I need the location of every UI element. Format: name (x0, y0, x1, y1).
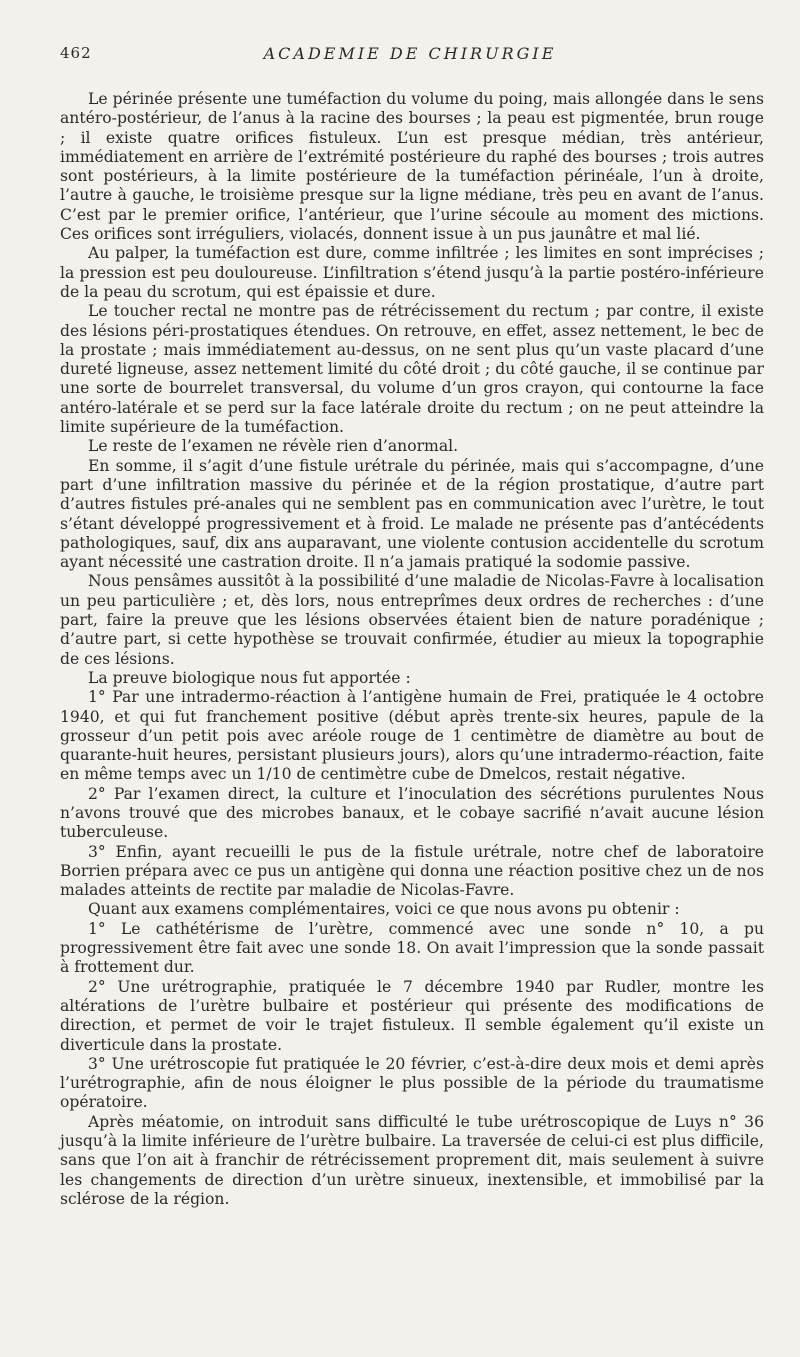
paragraph: 2° Par l’examen direct, la culture et l’inoculation des sécrétions purulentes Nous n’avons trouvé que des microbes banaux, et le cobaye sacrifié n’avait aucune lésion tuberculeuse. (60, 784, 764, 842)
paragraph: Nous pensâmes aussitôt à la possibilité d’une maladie de Nicolas-Favre à localisation un peu particulière ; et, dès lors, nous entreprîmes deux ordres de recherches : d’une part, faire la preuve que les lésions observées étaient bien de nature poradénique ; d’autre part, si cette hypothèse se trouvait confirmée, étudier au mieux la topographie de ces lésions. (60, 572, 764, 668)
paragraph: Après méatomie, on introduit sans difficulté le tube urétroscopique de Luys n° 36 jusqu’à la limite inférieure de l’urètre bulbaire. La traversée de celui-ci est plus difficile, sans que l’on ait à franchir de rétrécissement proprement dit, mais seulement à suivre les changements de direction d’un urètre sinueux, inextensible, et immobilisé par la sclérose de la région. (60, 1112, 764, 1208)
paragraph: 3° Une urétroscopie fut pratiquée le 20 février, c’est-à-dire deux mois et demi après l’urétrographie, afin de nous éloigner le plus possible de la période du traumatisme opératoire. (60, 1054, 764, 1112)
paragraph: 2° Une urétrographie, pratiquée le 7 décembre 1940 par Rudler, montre les altérations de l’urètre bulbaire et postérieur qui présente des modifications de direction, et permet de voir le trajet fistuleux. Il semble également qu’il existe un diverticule dans la prostate. (60, 977, 764, 1054)
paragraph: 1° Par une intradermo-réaction à l’antigène humain de Frei, pratiquée le 4 octobre 1940, et qui fut franchement positive (début après trente-six heures, papule de la grosseur d’un petit pois avec aréole rouge de 1 centimètre de diamètre au bout de quarante-huit heures, persistant plusieurs jours), alors qu’une intradermo-réaction, faite en même temps avec un 1/10 de centimètre cube de Dmelcos, restait négative. (60, 688, 764, 784)
page-header (60, 44, 760, 68)
paragraph: La preuve biologique nous fut apportée : (88, 668, 411, 687)
paragraph: 1° Le cathétérisme de l’urètre, commencé avec une sonde n° 10, a pu progressivement être fait avec une sonde 18. On avait l’impression que la sonde passait à frottement dur. (60, 919, 764, 977)
running-title: ACADEMIE DE CHIRURGIE (263, 44, 557, 63)
paragraph: En somme, il s’agit d’une fistule urétrale du périnée, mais qui s’accompagne, d’une part d’une infiltration massive du périnée et de la région prostatique, d’autre part d’autres fistules pré-anales qui ne semblent pas en communication avec l’urètre, le tout s’étant développé progressivement et à froid. Le malade ne présente pas d’antécédents pathologiques, sauf, dix ans auparavant, une violente contusion accidentelle du scrotum ayant nécessité une castration droite. Il n’a jamais pratiqué la sodomie passive. (60, 456, 764, 572)
paragraph: Le toucher rectal ne montre pas de rétrécissement du rectum ; par contre, il existe des lésions péri-prostatiques étendues. On retrouve, en effet, assez nettement, le bec de la prostate ; mais immédiatement au-dessus, on ne sent plus qu’un vaste placard d’une dureté ligneuse, assez nettement limité du côté droit ; du côté gauche, il se continue par une sorte de bourrelet transversal, du volume d’un gros crayon, qui contourne la face antéro-latérale et se perd sur la face latérale droite du rectum ; on ne peut atteindre la limite supérieure de la tuméfaction. (60, 302, 764, 437)
paragraph: Le périnée présente une tuméfaction du volume du poing, mais allongée dans le sens antéro-postérieur, de l’anus à la racine des bourses ; la peau est pigmentée, brun rouge ; il existe quatre orifices fistuleux. L’un est presque médian, très antérieur, immédiatement en arrière de l’extrémité postérieure du raphé des bourses ; trois autres sont postérieurs, à la limite postérieure de la tuméfaction périnéale, l’un à droite, l’autre à gauche, le troisième presque sur la ligne médiane, très peu en avant de l’anus. C’est par le premier orifice, l’antérieur, que l’urine sécoule au moment des mictions. Ces orifices sont irréguliers, violacés, donnent issue à un pus jaunâtre et mal lié. (60, 90, 764, 244)
body-text (60, 90, 764, 1209)
page-number: 462 (60, 44, 92, 62)
paragraph: 3° Enfin, ayant recueilli le pus de la fistule urétrale, notre chef de laboratoire Borrien prépara avec ce pus un antigène qui donna une réaction positive chez un de nos malades atteints de rectite par maladie de Nicolas-Favre. (60, 842, 764, 900)
paragraph: Quant aux examens complémentaires, voici ce que nous avons pu obtenir : (88, 900, 680, 919)
paragraph: Le reste de l’examen ne révèle rien d’anormal. (88, 437, 459, 456)
paragraph: Au palper, la tuméfaction est dure, comme infiltrée ; les limites en sont imprécises ; la pression est peu douloureuse. L’infiltration s’étend jusqu’à la partie postéro-inférieure de la peau du scrotum, qui est épaissie et dure. (60, 244, 764, 301)
